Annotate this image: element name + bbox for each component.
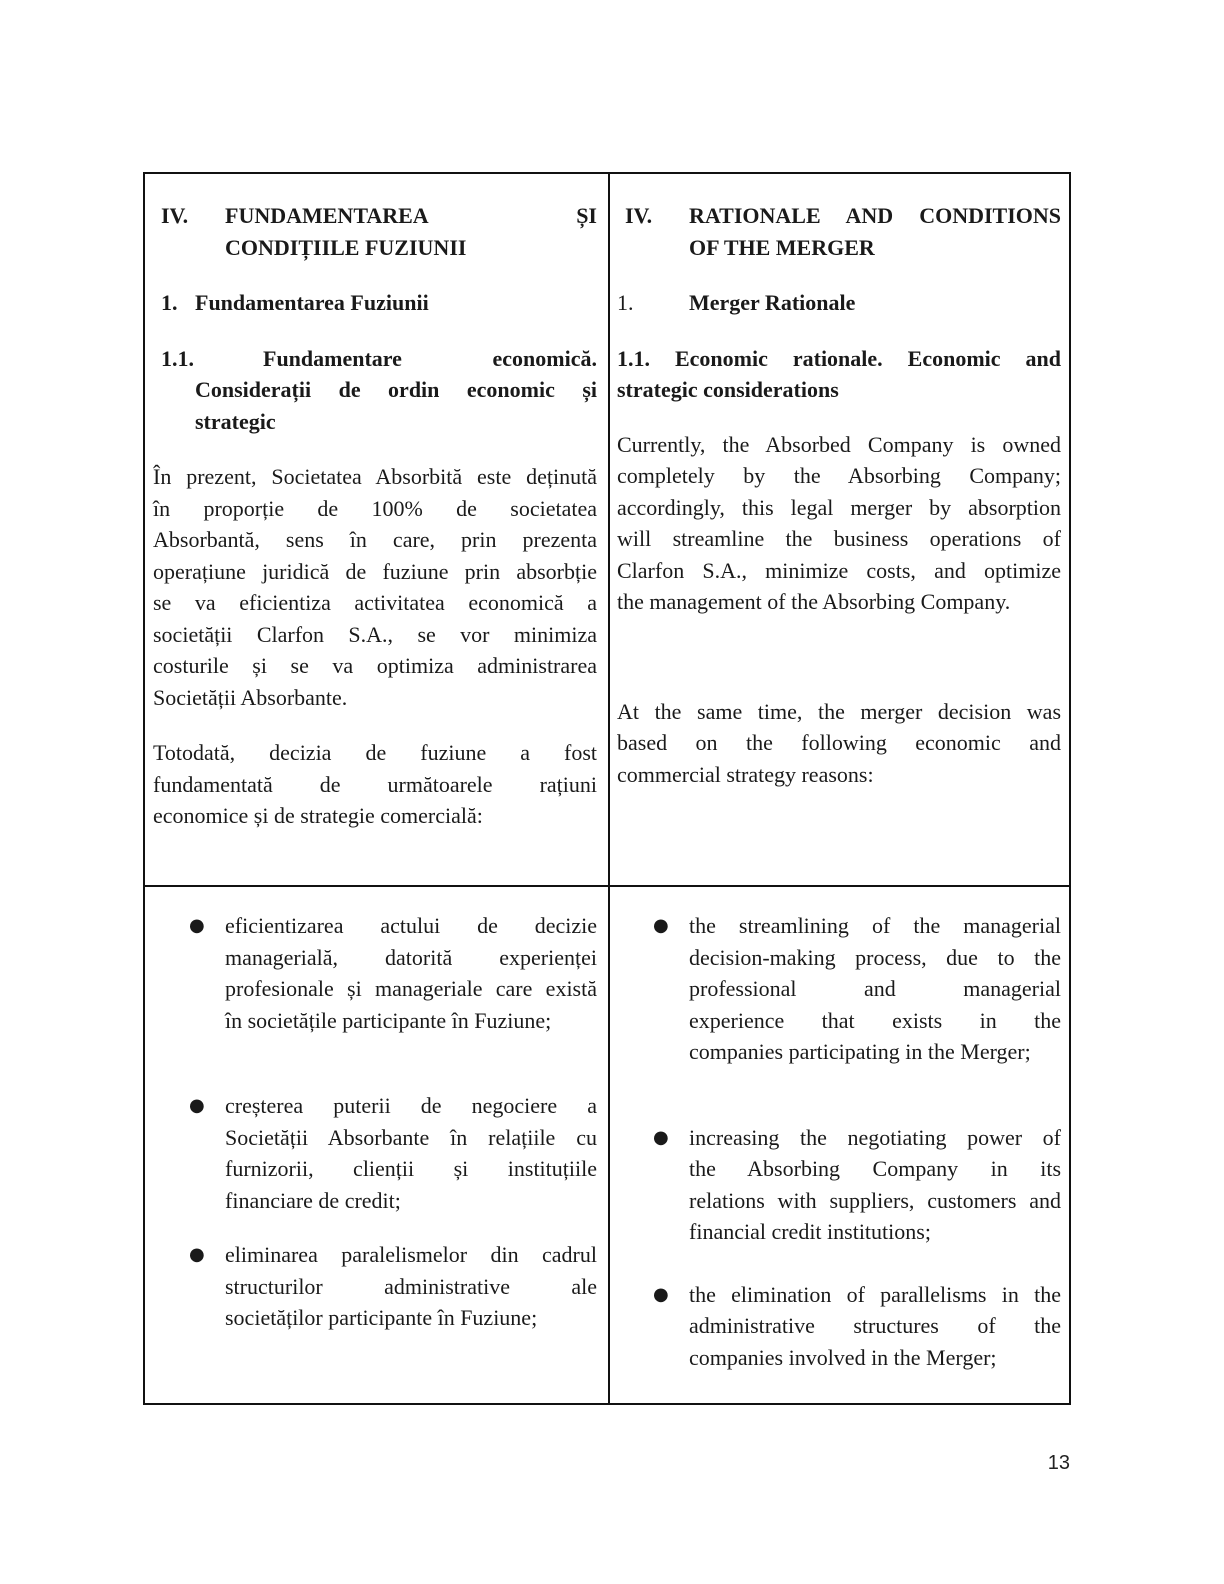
list-line: creșterea puterii de negociere a: [225, 1093, 597, 1118]
list-item: [617, 1279, 1061, 1374]
paragraph-line: At the same time, the merger decision was: [617, 698, 1061, 724]
section-title-ro-line1: FUNDAMENTAREA ȘI: [225, 203, 597, 228]
cell-english-top: [617, 200, 1061, 790]
list-line: administrative structures of the: [689, 1313, 1061, 1338]
list-line: experience that exists in the: [689, 1007, 1061, 1033]
paragraph-line: În prezent, Societatea Absorbită este deținută: [153, 464, 597, 489]
subheading-11-line2-en: strategic considerations: [617, 377, 839, 402]
list-line: furnizorii, clienții și instituțiile: [225, 1156, 597, 1181]
paragraph-2-en: [617, 696, 1061, 791]
paragraph-line: Totodată, decizia de fuziune a fost: [153, 740, 597, 765]
list-line: societăților participante în Fuziune;: [225, 1305, 538, 1330]
cell-romanian-top: [153, 200, 597, 832]
list-line: structurilor administrative ale: [225, 1273, 597, 1299]
list-line: decision-making process, due to the: [689, 944, 1061, 970]
list-line: the elimination of parallelisms in the: [689, 1281, 1061, 1307]
subheading-11-number-ro: 1.1.: [161, 345, 194, 371]
cell-english-bottom: [617, 910, 1061, 1373]
subheading-1-number-ro: 1.: [161, 290, 178, 315]
cell-romanian-bottom: [153, 910, 597, 1334]
list-item: [617, 910, 1061, 1068]
list-line: profesionale și manageriale care există: [225, 976, 597, 1001]
paragraph-line: commercial strategy reasons:: [617, 761, 874, 787]
list-line: increasing the negotiating power of: [689, 1124, 1061, 1150]
paragraph-line: costurile și se va optimiza administrarea: [153, 653, 597, 678]
paragraph-line: accordingly, this legal merger by absorption: [617, 494, 1061, 520]
section-number-ro: IV.: [161, 203, 189, 228]
paragraph-2-ro: [153, 737, 597, 832]
subheading-11-line1-en: 1.1. Economic rationale. Economic and: [617, 345, 1061, 371]
list-item: [153, 1239, 597, 1334]
paragraph-line: Absorbantă, sens în care, prin prezenta: [153, 527, 597, 552]
paragraph-line: will streamline the business operations of: [617, 526, 1061, 551]
bullet-icon: ●: [189, 1095, 205, 1116]
subheading-1-title-en: Merger Rationale: [689, 290, 856, 315]
list-item: [617, 1122, 1061, 1248]
subheading-1-en: [617, 287, 1061, 319]
bullet-icon: ●: [653, 915, 669, 936]
paragraph-line: economice și de strategie comercială:: [153, 803, 483, 828]
paragraph-line: Currently, the Absorbed Company is owned: [617, 431, 1061, 457]
section-heading-ro: [153, 200, 597, 263]
list-item: [153, 1090, 597, 1216]
list-line: financial credit institutions;: [689, 1219, 931, 1244]
list-line: eficientizarea actului de decizie: [225, 913, 597, 938]
list-line: relations with suppliers, customers and: [689, 1187, 1061, 1213]
section-number-en: IV.: [625, 203, 653, 228]
paragraph-1-en: [617, 429, 1061, 618]
bilingual-table: [143, 172, 1071, 1405]
list-line: companies involved in the Merger;: [689, 1344, 997, 1370]
section-title-en-line1: RATIONALE AND CONDITIONS: [689, 203, 1061, 228]
section-title-en-line2: OF THE MERGER: [689, 234, 875, 260]
paragraph-line: Societății Absorbante.: [153, 684, 348, 710]
column-divider: [608, 174, 610, 1403]
subheading-11-line3-ro: strategic: [195, 408, 276, 434]
paragraph-1-ro: [153, 461, 597, 713]
bullet-icon: ●: [189, 915, 205, 936]
subheading-1-number-en: 1.: [617, 290, 634, 315]
subheading-1-ro: [153, 287, 597, 319]
paragraph-line: în proporție de 100% de societatea: [153, 495, 597, 521]
paragraph-line: the management of the Absorbing Company.: [617, 589, 1011, 614]
row-divider: [145, 885, 1069, 887]
section-heading-en: [617, 200, 1061, 263]
list-line: the Absorbing Company in its: [689, 1156, 1061, 1181]
list-line: companies participating in the Merger;: [689, 1039, 1031, 1064]
paragraph-line: Clarfon S.A., minimize costs, and optimize: [617, 557, 1061, 583]
paragraph-line: completely by the Absorbing Company;: [617, 463, 1061, 488]
list-line: în societățile participante în Fuziune;: [225, 1007, 552, 1033]
bullet-icon: ●: [653, 1283, 669, 1305]
list-item: [153, 910, 597, 1036]
bullet-icon: ●: [189, 1244, 205, 1265]
list-line: managerială, datorită experienței: [225, 944, 597, 970]
subheading-11-en: [617, 343, 1061, 406]
bullet-icon: ●: [653, 1126, 669, 1148]
paragraph-line: operațiune juridică de fuziune prin absorbție: [153, 558, 597, 584]
subheading-1-title-ro: Fundamentarea Fuziunii: [195, 290, 429, 315]
list-line: professional and managerial: [689, 976, 1061, 1001]
subheading-11-line1-ro: Fundamentare economică.: [263, 345, 597, 371]
list-line: eliminarea paralelismelor din cadrul: [225, 1242, 597, 1267]
paragraph-line: based on the following economic and: [617, 730, 1061, 755]
subheading-11-line2-ro: Considerații de ordin economic și: [195, 377, 597, 402]
page-number: 13: [1047, 1452, 1070, 1474]
paragraph-line: fundamentată de următoarele rațiuni: [153, 771, 597, 797]
paragraph-line: societății Clarfon S.A., se vor minimiza: [153, 621, 597, 647]
paragraph-line: se va eficientiza activitatea economică a: [153, 590, 597, 615]
section-title-ro-line2: CONDIȚIILE FUZIUNII: [225, 234, 467, 260]
list-line: Societății Absorbante în relațiile cu: [225, 1124, 597, 1150]
subheading-11-ro: [153, 343, 597, 438]
list-line: financiare de credit;: [225, 1187, 401, 1213]
list-line: the streamlining of the managerial: [689, 913, 1061, 938]
